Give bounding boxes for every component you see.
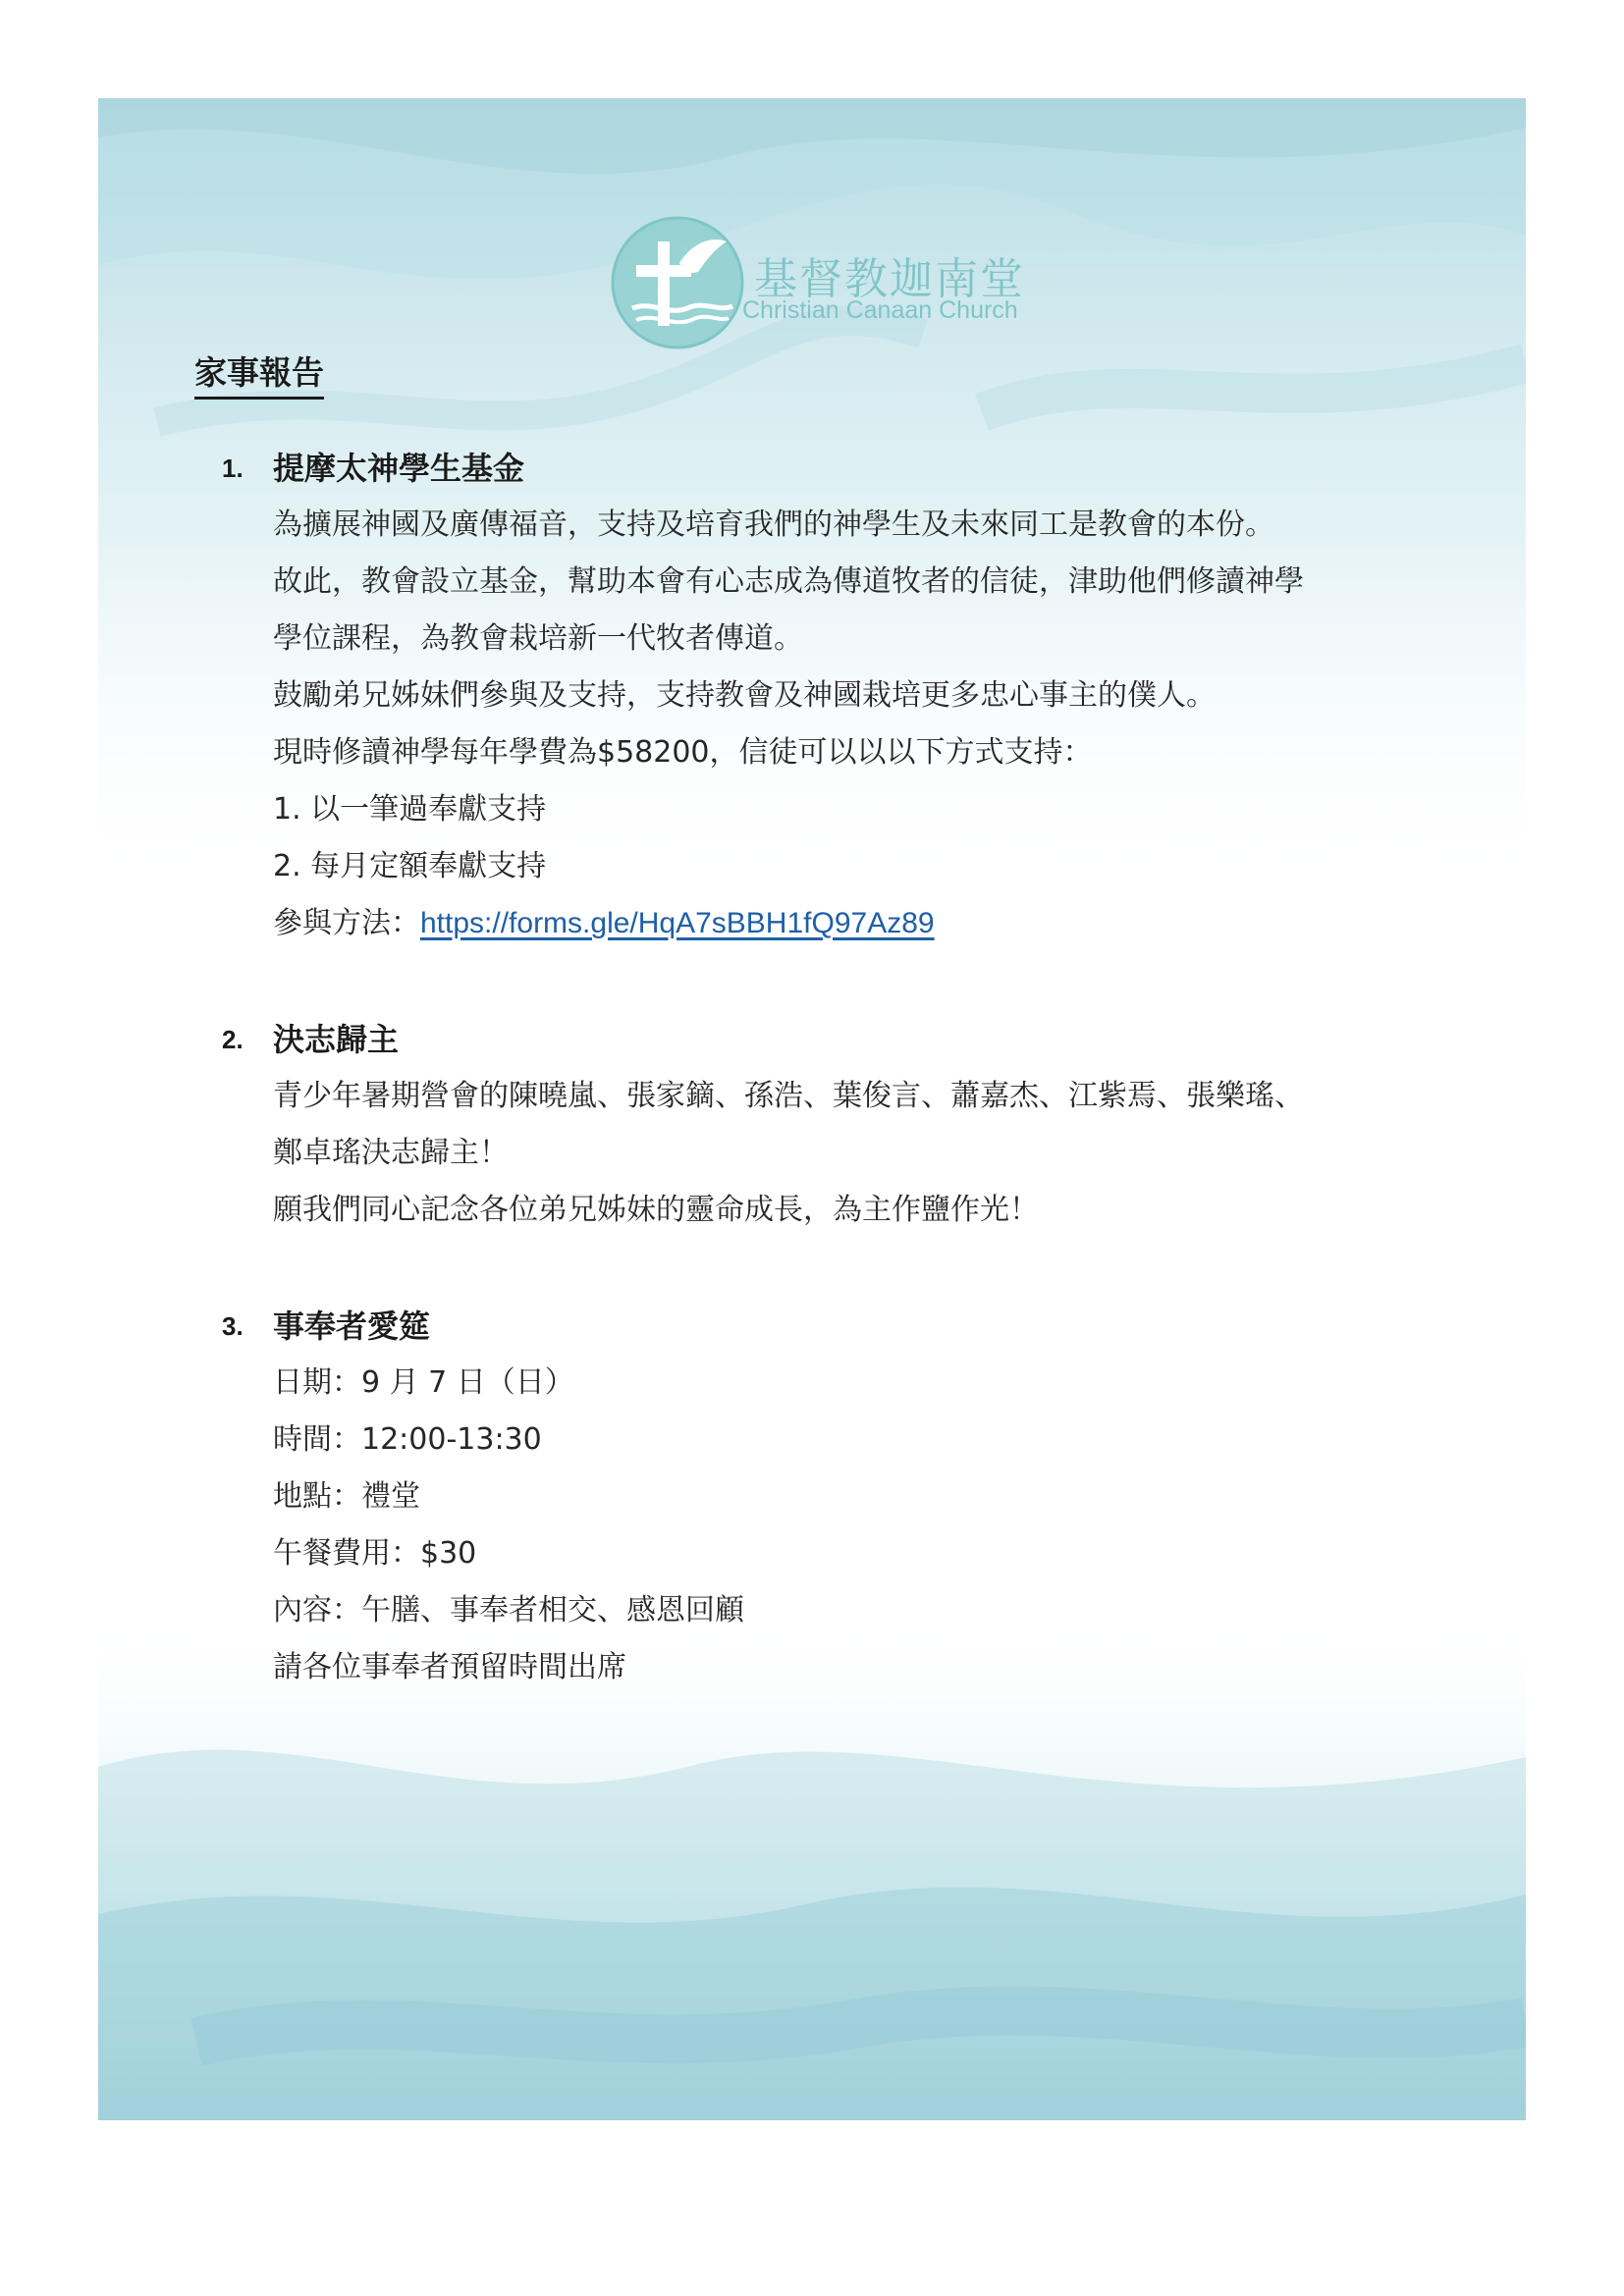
section-number: 3. (222, 1311, 244, 1341)
logo-chinese-name: 基督教迦南堂 (754, 254, 1025, 304)
section-number: 2. (222, 1025, 244, 1054)
section-scholarship (222, 440, 1439, 952)
event-date: 日期：9 月 7 日（日） (273, 1365, 574, 1400)
participation-line (222, 895, 1439, 952)
event-fee: 午餐費用：$30 (273, 1536, 477, 1571)
section-header (222, 1298, 1439, 1355)
event-time: 時間：12:00-13:30 (273, 1422, 542, 1457)
section-number: 1. (222, 454, 244, 483)
paragraph-line: 故此，教會設立基金，幫助本會有心志成為傳道牧者的信徒，津助他們修讀神學 (273, 564, 1304, 599)
page-title: 家事報告 (194, 353, 324, 400)
section-header (222, 440, 1439, 497)
paragraph-line: 現時修讀神學每年學費為$58200，信徒可以以以下方式支持： (273, 735, 1093, 770)
list-item: 2. 每月定額奉獻支持 (273, 849, 547, 883)
section-conversion (222, 1011, 1439, 1239)
section-title: 提摩太神學生基金 (273, 450, 525, 487)
section-title: 事奉者愛筵 (273, 1308, 431, 1345)
event-note: 請各位事奉者預留時間出席 (273, 1650, 626, 1684)
section-header (222, 1011, 1439, 1068)
paragraph-line: 為擴展神國及廣傳福音，支持及培育我們的神學生及未來同工是教會的本份。 (273, 507, 1274, 542)
cross-dove-icon (609, 214, 746, 351)
paragraph-line: 鄭卓瑤決志歸主！ (273, 1136, 509, 1170)
logo-english-name: Christian Canaan Church (742, 296, 1018, 324)
link-label: 參與方法： (273, 906, 420, 940)
section-title: 決志歸主 (273, 1021, 400, 1058)
signup-form-link[interactable]: https://forms.gle/HqA7sBBH1fQ97Az89 (420, 907, 935, 939)
bulletin-page (98, 98, 1526, 2120)
church-logo (609, 214, 1041, 351)
section-volunteer-lunch (222, 1298, 1439, 1696)
list-item: 1. 以一筆過奉獻支持 (273, 792, 547, 827)
paragraph-line: 鼓勵弟兄姊妹們參與及支持，支持教會及神國栽培更多忠心事主的僕人。 (273, 678, 1216, 713)
paragraph-line: 學位課程，為教會栽培新一代牧者傳道。 (273, 621, 803, 656)
event-content: 內容：午膳、事奉者相交、感恩回顧 (273, 1593, 744, 1628)
event-location: 地點：禮堂 (273, 1479, 420, 1514)
paragraph-line: 青少年暑期營會的陳曉嵐、張家鏑、孫浩、葉俊言、蕭嘉杰、江紫焉、張樂瑤、 (273, 1079, 1304, 1113)
paragraph-line: 願我們同心記念各位弟兄姊妹的靈命成長，為主作鹽作光！ (273, 1193, 1039, 1227)
